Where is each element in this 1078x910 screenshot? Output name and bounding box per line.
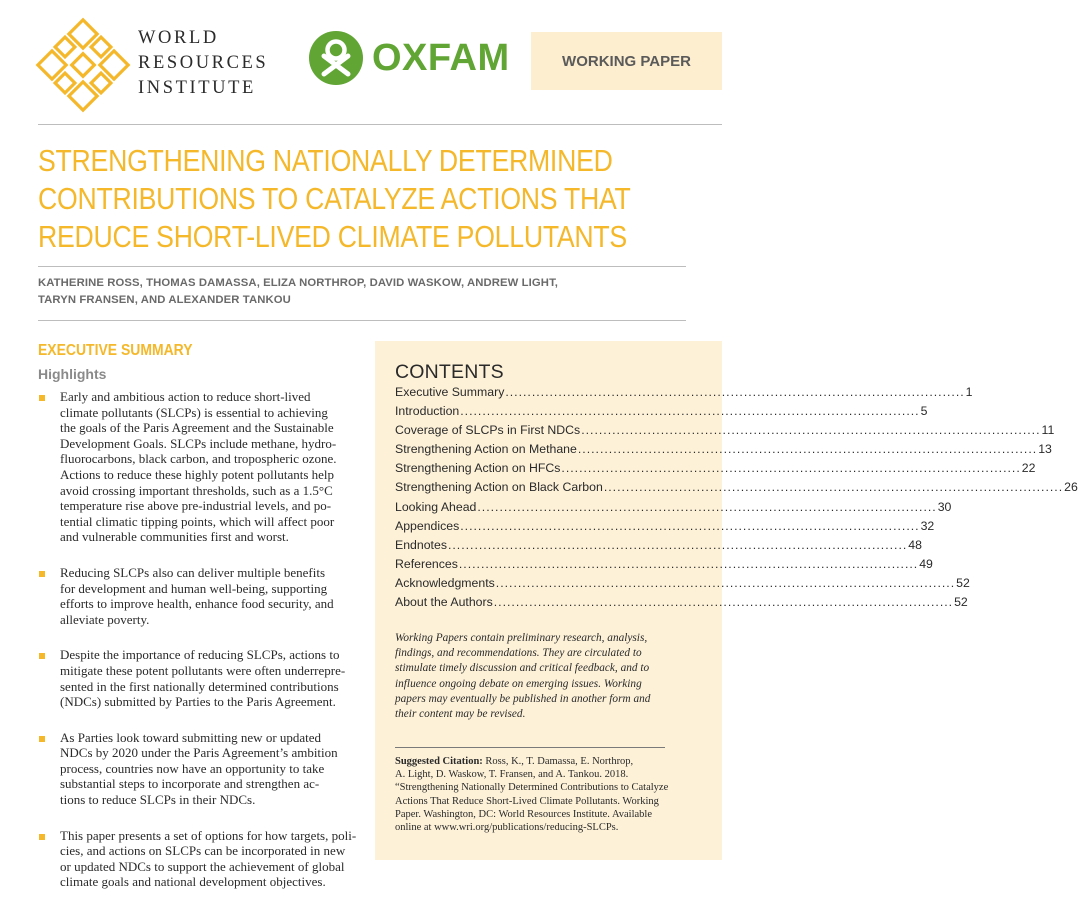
citation-label: Suggested Citation: (395, 756, 483, 767)
oxfam-logo-icon (308, 30, 364, 86)
toc-item-hfcs[interactable]: Strengthening Action on HFCs ..... 22 (395, 461, 653, 480)
toc-item-references[interactable]: References ..... 49 (395, 557, 653, 576)
toc-item-looking-ahead[interactable]: Looking Ahead ..... 30 (395, 500, 653, 519)
citation-url-line[interactable]: online at www.wri.org/publications/reducing-SLCPs. (395, 822, 619, 834)
citation-divider (395, 747, 665, 748)
oxfam-wordmark: OXFAM (372, 37, 510, 79)
title-line: STRENGTHENING NATIONALLY DETERMINED (38, 143, 613, 178)
executive-summary-heading: EXECUTIVE SUMMARY (38, 342, 193, 359)
suggested-citation: Suggested Citation: Ross, K., T. Damassa, E. Northrop, A. Light, D. Waskow, T. Fransen, and A. Tankou. 2018. “Strengthening Nationally Determined Contributions to Catalyze Actions That Reduce Short-Lived Climate Pollutants. Working Paper. Washington, DC: World Resources Institute. Available online at www.wri.org/publications/reducing-SLCPs. (395, 756, 669, 834)
authors: KATHERINE ROSS, THOMAS DAMASSA, ELIZA NORTHROP, DAVID WASKOW, ANDREW LIGHT, TARYN FRANSEN, AND ALEXANDER TANKOU (38, 277, 559, 306)
toc-item-acknowledgments[interactable]: Acknowledgments ..... 52 (395, 576, 653, 595)
header-divider (38, 124, 722, 125)
list-item: Reducing SLCPs also can deliver multiple benefits for development and human well-being, supporting efforts to improve health, enhance food security, and alleviate poverty. (38, 565, 360, 627)
toc-item-endnotes[interactable]: Endnotes ..... 48 (395, 538, 653, 557)
wri-logo-icon (38, 20, 128, 110)
toc-item-black-carbon[interactable]: Strengthening Action on Black Carbon ..... 26 (395, 480, 653, 499)
toc-item-introduction[interactable]: Introduction ..... 5 (395, 404, 653, 423)
list-item: Early and ambitious action to reduce short-lived climate pollutants (SLCPs) is essential to achieving the goals of the Paris Agreement and the Sustainable Development Goals. SLCPs include methane, hydro- fluorocarbons, black carbon, and tropospheric ozone. Actions to reduce these highly potent pollutants help avoid crossing important thresholds, such as a 1.5°C temperature rise above pre-industrial levels, and po- tential climatic tipping points, which will affect poor and vulnerable communities first and worst. (38, 389, 360, 545)
contents-heading: CONTENTS (395, 361, 504, 383)
toc-item-executive-summary[interactable]: Executive Summary ..... 1 (395, 385, 653, 404)
bullet-square-icon (39, 395, 45, 401)
title-line: REDUCE SHORT-LIVED CLIMATE POLLUTANTS (38, 219, 627, 254)
highlights-subheading: Highlights (38, 366, 107, 382)
list-item: As Parties look toward submitting new or updated NDCs by 2020 under the Paris Agreement’s ambition process, countries now have an opportunity to take substantial steps to incorporate and strengthen ac- tions to reduce SLCPs in their NDCs. (38, 730, 360, 808)
list-item: This paper presents a set of options for how targets, poli- cies, and actions on SLCPs can be incorporated in new or updated NDCs to support the achievement of global climate goals and national development objectives. (38, 828, 360, 890)
toc-item-about-authors[interactable]: About the Authors ..... 52 (395, 595, 653, 614)
toc-item-methane[interactable]: Strengthening Action on Methane ..... 13 (395, 442, 653, 461)
paper-title (38, 142, 631, 256)
bullet-square-icon (39, 571, 45, 577)
working-paper-badge (531, 32, 722, 90)
working-paper-label: WORKING PAPER (562, 52, 691, 70)
title-divider (38, 266, 686, 267)
bullet-square-icon (39, 653, 45, 659)
bullet-square-icon (39, 736, 45, 742)
bullet-square-icon (39, 834, 45, 840)
list-item: Despite the importance of reducing SLCPs, actions to mitigate these potent pollutants were often underrepre- sented in the first nationally determined contributions (NDCs) submitted by Parties to the Paris Agreement. (38, 647, 360, 709)
wri-wordmark: WORLD RESOURCES INSTITUTE (138, 28, 269, 98)
highlights-list (38, 389, 360, 910)
title-line: CONTRIBUTIONS TO CATALYZE ACTIONS THAT (38, 181, 631, 216)
table-of-contents (395, 385, 1078, 614)
toc-item-appendices[interactable]: Appendices ..... 32 (395, 519, 653, 538)
working-paper-note: Working Papers contain preliminary research, analysis, findings, and recommendations. They are circulated to stimulate timely discussion and critical feedback, and to influence ongoing debate on emerging issues. Working papers may eventually be published in another form and their content may be revised. (395, 632, 651, 721)
toc-item-coverage[interactable]: Coverage of SLCPs in First NDCs ..... 11 (395, 423, 653, 442)
authors-divider (38, 320, 686, 321)
